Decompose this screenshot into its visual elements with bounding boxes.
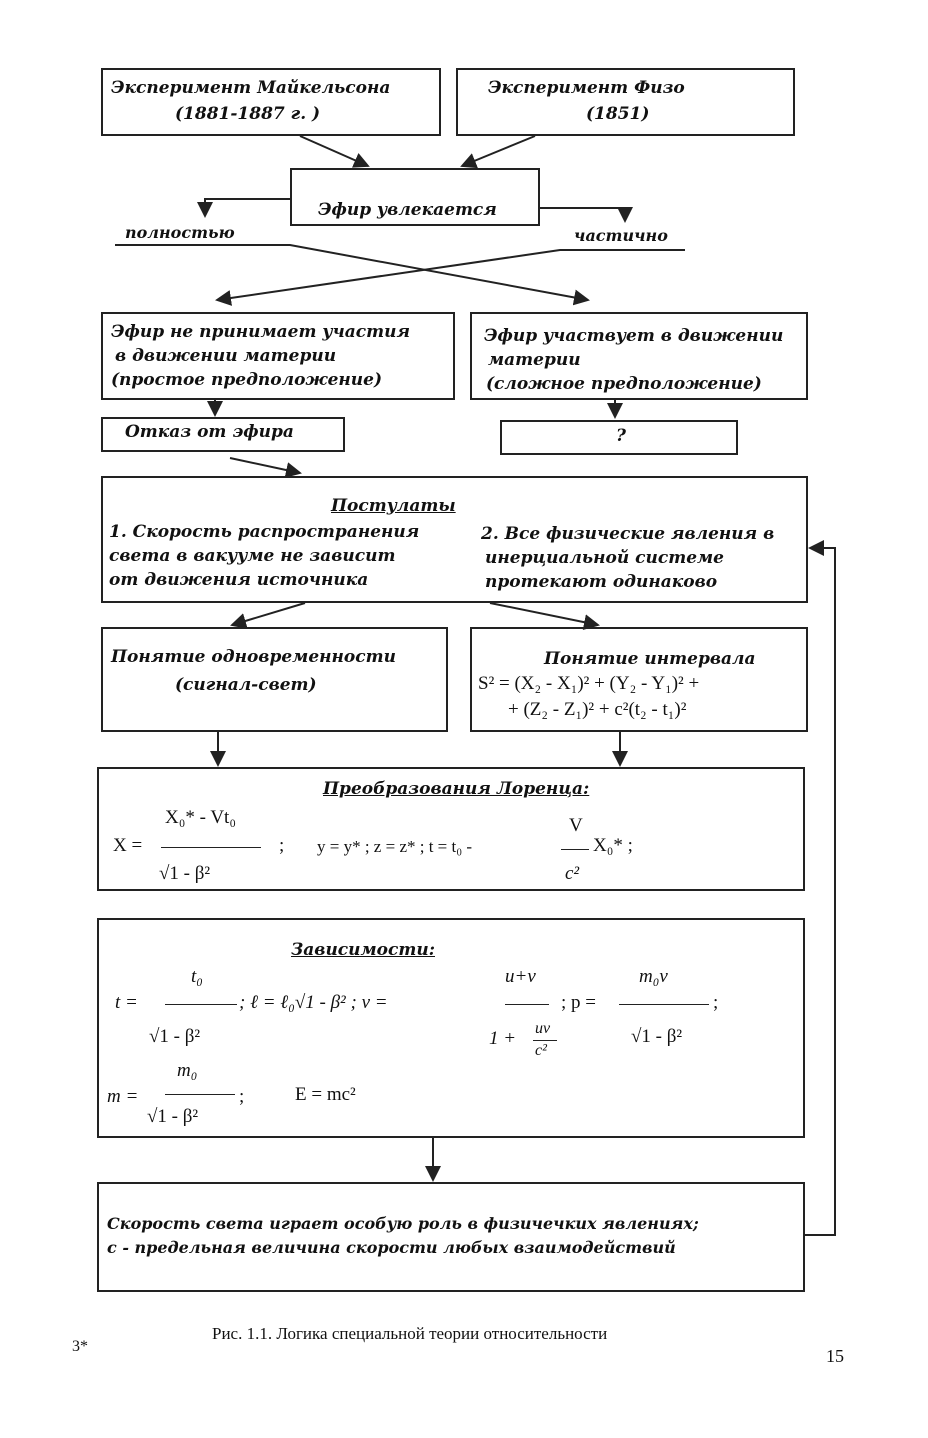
formula-part: uv [535, 1020, 551, 1037]
formula-part: X₀* - Vt₀ [165, 807, 236, 828]
ether-dragged-label: Эфир увлекается [318, 200, 497, 220]
simultaneity-title: Понятие одновременности [111, 647, 396, 667]
michelson-title: Эксперимент Майкельсона [111, 78, 391, 98]
text-line: инерциальной системе [485, 548, 724, 568]
unknown-box [500, 420, 738, 455]
text-line: от движения источника [109, 570, 369, 590]
formula-part: X₀* ; [593, 835, 633, 856]
reject-ether-label: Отказ от эфира [125, 422, 294, 442]
formula-part: ; ℓ = ℓ₀√1 - β² ; v = [239, 992, 388, 1013]
interval-formula-line: + (Z₂ - Z₁)² + c²(t₂ - t₁)² [508, 699, 687, 720]
formula-part: c² [535, 1042, 547, 1059]
fizeau-title: Эксперимент Физо [488, 78, 685, 98]
text-line: света в вакууме не зависит [109, 546, 396, 566]
formula-part: √1 - β² [149, 1026, 201, 1047]
text-line: 1. Скорость распространения [109, 522, 420, 542]
fizeau-year: (1851) [586, 104, 650, 124]
formula-part: X = [113, 835, 143, 856]
interval-title: Понятие интервала [544, 649, 756, 669]
formula-part: ; [279, 835, 285, 856]
formula-part: y = y* ; z = z* ; t = t₀ - [317, 837, 473, 856]
formula-part: t = [115, 992, 138, 1013]
lorentz-box [97, 767, 805, 891]
formula-part: m₀ [177, 1060, 198, 1081]
dependencies-box [97, 918, 805, 1138]
participation-box [470, 312, 808, 400]
text-line: в движении материи [115, 346, 337, 366]
text-line: материи [488, 350, 581, 370]
formula-part: √1 - β² [159, 863, 211, 884]
simultaneity-sub: (сигнал-свет) [175, 675, 317, 695]
text-line: Скорость света играет особую роль в физичечких явлениях; [107, 1214, 699, 1233]
fraction-bar [505, 1004, 549, 1005]
fraction-bar [165, 1004, 237, 1005]
fully-label: полностью [125, 223, 235, 242]
michelson-years: (1881-1887 г. ) [175, 104, 321, 124]
formula-part: ; [239, 1086, 245, 1107]
interval-formula-line: S² = (X₂ - X₁)² + (Y₂ - Y₁)² + [478, 673, 700, 694]
michelson-experiment-box [101, 68, 441, 136]
dependencies-title: Зависимости: [291, 940, 435, 960]
text-line: (сложное предположение) [486, 374, 762, 394]
fizeau-experiment-box [456, 68, 795, 136]
reject-ether-box [101, 417, 345, 452]
text-line: 2. Все физические явления в [481, 524, 775, 544]
page-number: 15 [826, 1346, 844, 1366]
lorentz-title: Преобразования Лоренца: [323, 779, 590, 799]
energy-formula: E = mc² [295, 1084, 356, 1105]
formula-part: √1 - β² [631, 1026, 683, 1047]
formula-part: t₀ [191, 966, 203, 987]
formula-part: √1 - β² [147, 1106, 199, 1127]
formula-part: ; p = [561, 992, 596, 1013]
no-participation-box [101, 312, 455, 400]
fraction-bar [165, 1094, 235, 1095]
formula-part: ; [713, 992, 719, 1013]
formula-part: V [569, 815, 583, 836]
figure-caption: Рис. 1.1. Логика специальной теории относительности [212, 1324, 608, 1343]
unknown-label: ? [616, 426, 626, 446]
formula-part: m₀v [639, 966, 668, 987]
text-line: Эфир не принимает участия [111, 322, 410, 342]
text-line: c - предельная величина скорости любых взаимодействий [107, 1238, 676, 1257]
signature-mark: 3* [72, 1338, 88, 1355]
formula-part: 1 + [489, 1028, 517, 1049]
fraction-bar [561, 849, 589, 850]
fraction-bar [619, 1004, 709, 1005]
interval-box [470, 627, 808, 732]
postulates-title: Постулаты [331, 496, 456, 516]
postulates-box [101, 476, 808, 603]
conclusion-box [97, 1182, 805, 1292]
text-line: Эфир участвует в движении [484, 326, 784, 346]
simultaneity-box [101, 627, 448, 732]
ether-dragged-box [290, 168, 540, 226]
partially-label: частично [574, 226, 668, 245]
fraction-bar [161, 847, 261, 848]
text-line: протекают одинаково [485, 572, 718, 592]
fraction-bar [533, 1040, 557, 1041]
formula-part: c² [565, 863, 580, 884]
formula-part: u+v [505, 966, 536, 987]
formula-part: m = [107, 1086, 139, 1107]
text-line: (простое предположение) [111, 370, 383, 390]
